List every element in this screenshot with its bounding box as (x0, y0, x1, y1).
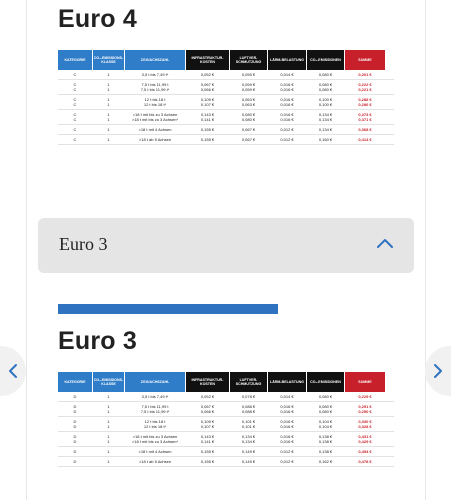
cell-co2-emissionen (307, 449, 344, 454)
cell-summe (345, 419, 385, 429)
cell-zgg-achszahl (125, 112, 185, 122)
cell-luftverschmutzung (230, 434, 267, 444)
cell-value: 12 t bis 18 t* (143, 102, 167, 107)
cell-emissionsklasse (93, 459, 124, 464)
row-divider (58, 109, 394, 110)
euro3-heading: Euro 3 (58, 327, 137, 355)
cell-summe (345, 404, 385, 414)
cell-kategorie (58, 459, 92, 464)
cell-value: 0,059 € (241, 87, 256, 92)
cell-value: >18 t mit bis zu 3 Achsen (132, 434, 178, 439)
cell-value: 1 (107, 117, 110, 122)
header-summe: SUMME (345, 50, 385, 70)
cell-value: 0,014 € (280, 72, 294, 77)
cell-value: C (73, 112, 77, 117)
header-laermbelastung: LÄRM-BELASTUNG (268, 50, 306, 70)
cell-infrastrukturkosten (186, 72, 229, 77)
cell-value: D (73, 439, 77, 444)
cell-laermbelastung (268, 112, 306, 122)
cell-value: 1 (107, 394, 110, 399)
cell-value: 1 (107, 409, 110, 414)
cell-value: 0,016 € (280, 97, 294, 102)
table-row (58, 97, 394, 107)
cell-value: C (73, 127, 77, 132)
cell-value: 0,286 € (358, 102, 372, 107)
cell-value: D (73, 394, 77, 399)
cell-zgg-achszahl (125, 404, 185, 414)
section-divider-bar (58, 304, 278, 314)
cell-emissionsklasse (93, 82, 124, 92)
cell-value: 0,330 € (358, 419, 372, 424)
table-row (58, 459, 394, 464)
cell-infrastrukturkosten (186, 434, 229, 444)
cell-emissionsklasse (93, 112, 124, 122)
cell-value: 0,067 € (241, 137, 256, 142)
cell-luftverschmutzung (230, 449, 267, 454)
cell-value: 0,429 € (358, 439, 372, 444)
cell-laermbelastung (268, 394, 306, 399)
cell-value: 0,288 € (358, 97, 372, 102)
cell-value: 0,067 € (200, 82, 215, 87)
cell-value: 0,016 € (280, 112, 294, 117)
cell-luftverschmutzung (230, 419, 267, 429)
cell-value: 0,431 € (358, 434, 372, 439)
cell-value: 0,371 € (358, 117, 372, 122)
header-emissionsklasse: CO₂-EMISSIONS-KLASSE (93, 372, 124, 392)
cell-value: 1 (107, 404, 110, 409)
cell-emissionsklasse (93, 449, 124, 454)
cell-value: 1 (107, 97, 110, 102)
cell-value: 0,088 € (241, 409, 256, 414)
cell-value: 12 t bis 18 t* (143, 424, 167, 429)
cell-value: 0,052 € (200, 72, 215, 77)
table-row (58, 404, 394, 414)
cell-zgg-achszahl (125, 449, 185, 454)
cell-value: 0,016 € (280, 87, 294, 92)
cell-value: 1 (107, 127, 110, 132)
header-co2-emissionen: CO₂-EMISSIONEN (307, 50, 344, 70)
cell-value: 0,080 € (318, 394, 333, 399)
cell-emissionsklasse (93, 419, 124, 429)
cell-value: 1 (107, 112, 110, 117)
cell-summe (345, 459, 385, 464)
header-emissionsklasse: CO₂-EMISSIONS-KLASSE (93, 50, 124, 70)
cell-value: 0,063 € (241, 97, 256, 102)
cell-zgg-achszahl (125, 459, 185, 464)
chevron-up-icon[interactable] (376, 235, 394, 253)
header-infrastrukturkosten: INFRASTRUKTUR-KOSTEN (186, 50, 229, 70)
cell-co2-emissionen (307, 82, 344, 92)
cell-value: 0,014 € (280, 394, 294, 399)
cell-value: 0,016 € (280, 419, 294, 424)
table-row (58, 127, 394, 132)
cell-value: 0,078 € (241, 394, 256, 399)
cell-value: 0,138 € (318, 434, 333, 439)
table-header (58, 50, 394, 70)
cell-value: 0,155 € (200, 137, 215, 142)
cell-value: 1 (107, 434, 110, 439)
cell-value: 0,478 € (358, 459, 372, 464)
cell-summe (345, 97, 385, 107)
header-zgg-achszahl: ZGG/ACHSZAHL (125, 372, 185, 392)
cell-luftverschmutzung (230, 459, 267, 464)
cell-value: D (73, 449, 77, 454)
row-divider (58, 401, 394, 402)
table-row (58, 72, 394, 77)
cell-value: 7,5 t bis 11,99 t (141, 404, 169, 409)
cell-value: 0,221 € (358, 87, 372, 92)
cell-emissionsklasse (93, 137, 124, 142)
cell-value: 0,016 € (280, 409, 294, 414)
header-co2-emissionen: CO₂-EMISSIONEN (307, 372, 344, 392)
header-infrastrukturkosten: INFRASTRUKTUR-KOSTEN (186, 372, 229, 392)
cell-value: 0,066 € (200, 409, 215, 414)
cell-value: 1 (107, 87, 110, 92)
cell-value: 7,5 t bis 11,99 t (141, 82, 169, 87)
cell-luftverschmutzung (230, 127, 267, 132)
cell-infrastrukturkosten (186, 112, 229, 122)
cell-value: 0,104 € (318, 419, 333, 424)
cell-value: >18 t mit bis zu 3 Achsen* (131, 117, 179, 122)
chevron-left-icon (7, 363, 19, 379)
cell-value: 3,5 t bis 7,49 t* (141, 72, 169, 77)
cell-value: >18 t mit 4 Achsen (138, 449, 172, 454)
euro4-heading: Euro 4 (58, 5, 137, 33)
cell-value: 0,160 € (318, 137, 333, 142)
cell-co2-emissionen (307, 137, 344, 142)
cell-co2-emissionen (307, 459, 344, 464)
cell-value: 0,012 € (280, 137, 294, 142)
cell-kategorie (58, 449, 92, 454)
cell-value: D (73, 404, 77, 409)
row-divider (58, 446, 394, 447)
cell-value: 0,012 € (280, 127, 294, 132)
cell-value: 0,101 € (241, 424, 256, 429)
row-divider (58, 144, 394, 145)
cell-value: 1 (107, 102, 110, 107)
cell-luftverschmutzung (230, 82, 267, 92)
cell-value: 1 (107, 419, 110, 424)
cell-value: 0,012 € (280, 449, 294, 454)
cell-value: C (73, 87, 77, 92)
cell-zgg-achszahl (125, 127, 185, 132)
cell-laermbelastung (268, 72, 306, 77)
cell-kategorie (58, 434, 92, 444)
cell-value: 0,222 € (358, 82, 372, 87)
cell-value: >18 t ab 5 Achsen (138, 137, 172, 142)
header-laermbelastung: LÄRM-BELASTUNG (268, 372, 306, 392)
cell-value: C (73, 82, 77, 87)
cell-kategorie (58, 127, 92, 132)
cell-value: D (73, 424, 77, 429)
header-kategorie: KATEGORIE (58, 50, 92, 70)
cell-value: 0,155 € (200, 449, 215, 454)
cell-value: 0,414 € (358, 137, 372, 142)
cell-value: 0,149 € (241, 449, 256, 454)
header-summe: SUMME (345, 372, 385, 392)
cell-value: 0,101 € (241, 419, 256, 424)
cell-zgg-achszahl (125, 394, 185, 399)
cell-luftverschmutzung (230, 97, 267, 107)
euro4-toll-table (58, 50, 394, 145)
cell-value: 0,016 € (280, 117, 294, 122)
euro3-accordion[interactable] (38, 218, 414, 273)
cell-kategorie (58, 72, 92, 77)
cell-value: C (73, 72, 77, 77)
row-divider (58, 79, 394, 80)
cell-value: 0,143 € (200, 112, 215, 117)
header-luftverschmutzung: LUFTVER-SCHMUTZUNG (230, 50, 267, 70)
cell-co2-emissionen (307, 72, 344, 77)
cell-emissionsklasse (93, 72, 124, 77)
cell-value: 0,100 € (318, 97, 333, 102)
cell-value: >18 t mit 4 Achsen (138, 127, 172, 132)
cell-summe (345, 394, 385, 399)
cell-emissionsklasse (93, 97, 124, 107)
cell-value: 0,088 € (241, 404, 256, 409)
cell-value: 1 (107, 72, 110, 77)
table-header (58, 372, 394, 392)
row-divider (58, 94, 394, 95)
accordion-label: Euro 3 (59, 234, 108, 254)
cell-value: 7,5 t bis 11,99 t* (140, 409, 170, 414)
header-luftverschmutzung: LUFTVER-SCHMUTZUNG (230, 372, 267, 392)
cell-value: D (73, 459, 77, 464)
cell-summe (345, 72, 385, 77)
cell-co2-emissionen (307, 127, 344, 132)
cell-infrastrukturkosten (186, 459, 229, 464)
cell-kategorie (58, 112, 92, 122)
cell-zgg-achszahl (125, 137, 185, 142)
cell-value: 0,080 € (318, 82, 333, 87)
cell-infrastrukturkosten (186, 404, 229, 414)
cell-value: 0,067 € (241, 127, 256, 132)
cell-value: 0,052 € (200, 394, 215, 399)
cell-value: 0,080 € (241, 112, 256, 117)
cell-zgg-achszahl (125, 82, 185, 92)
cell-value: 0,155 € (200, 459, 215, 464)
cell-value: 0,134 € (318, 112, 333, 117)
cell-value: 0,016 € (280, 404, 294, 409)
cell-value: 3,5 t bis 7,49 t* (141, 394, 169, 399)
cell-value: 0,016 € (280, 439, 294, 444)
cell-value: C (73, 117, 77, 122)
table-row (58, 112, 394, 122)
cell-value: >18 t mit bis zu 3 Achsen* (131, 439, 179, 444)
row-divider (58, 466, 394, 467)
cell-infrastrukturkosten (186, 97, 229, 107)
cell-value: 0,149 € (241, 459, 256, 464)
cell-value: 0,138 € (318, 439, 333, 444)
cell-value: 1 (107, 459, 110, 464)
cell-co2-emissionen (307, 97, 344, 107)
carousel-next-button[interactable] (425, 346, 451, 396)
cell-kategorie (58, 137, 92, 142)
cell-summe (345, 127, 385, 132)
cell-value: >18 t ab 5 Achsen (138, 459, 172, 464)
cell-value: 0,016 € (280, 82, 294, 87)
cell-kategorie (58, 404, 92, 414)
cell-value: 0,328 € (358, 424, 372, 429)
row-divider (58, 124, 394, 125)
cell-value: 0,059 € (241, 82, 256, 87)
cell-value: 0,141 € (200, 439, 215, 444)
cell-infrastrukturkosten (186, 82, 229, 92)
cell-value: 0,109 € (200, 419, 215, 424)
cell-summe (345, 82, 385, 92)
cell-laermbelastung (268, 459, 306, 464)
cell-kategorie (58, 82, 92, 92)
cell-infrastrukturkosten (186, 449, 229, 454)
cell-value: C (73, 102, 77, 107)
cell-value: 0,134 € (318, 127, 333, 132)
cell-value: 1 (107, 137, 110, 142)
row-divider (58, 431, 394, 432)
row-divider (58, 134, 394, 135)
cell-kategorie (58, 419, 92, 429)
cell-zgg-achszahl (125, 97, 185, 107)
cell-value: 0,134 € (318, 117, 333, 122)
carousel-prev-button[interactable] (0, 346, 26, 396)
cell-value: 0,143 € (200, 434, 215, 439)
cell-value: 0,107 € (200, 102, 215, 107)
cell-value: D (73, 409, 77, 414)
cell-co2-emissionen (307, 434, 344, 444)
cell-emissionsklasse (93, 404, 124, 414)
cell-co2-emissionen (307, 419, 344, 429)
cell-value: 0,107 € (200, 424, 215, 429)
cell-value: 0,080 € (318, 87, 333, 92)
cell-value: 0,134 € (241, 439, 256, 444)
cell-co2-emissionen (307, 404, 344, 414)
cell-infrastrukturkosten (186, 137, 229, 142)
cell-infrastrukturkosten (186, 419, 229, 429)
cell-zgg-achszahl (125, 434, 185, 444)
cell-laermbelastung (268, 137, 306, 142)
cell-summe (345, 434, 385, 444)
cell-value: 0,055 € (241, 72, 256, 77)
cell-laermbelastung (268, 127, 306, 132)
cell-luftverschmutzung (230, 137, 267, 142)
cell-summe (345, 112, 385, 122)
cell-value: D (73, 434, 77, 439)
cell-co2-emissionen (307, 112, 344, 122)
cell-value: 0,162 € (318, 459, 333, 464)
table-row (58, 419, 394, 429)
chevron-right-icon (432, 363, 444, 379)
cell-value: 0,100 € (318, 102, 333, 107)
row-divider (58, 416, 394, 417)
cell-value: 0,225 € (358, 394, 372, 399)
cell-value: 7,5 t bis 11,99 t* (140, 87, 170, 92)
cell-value: 0,134 € (241, 434, 256, 439)
cell-emissionsklasse (93, 434, 124, 444)
cell-value: 1 (107, 82, 110, 87)
cell-value: 0,080 € (318, 409, 333, 414)
cell-value: 0,251 € (358, 404, 372, 409)
cell-value: 0,016 € (280, 434, 294, 439)
cell-infrastrukturkosten (186, 127, 229, 132)
cell-value: 0,067 € (200, 404, 215, 409)
cell-kategorie (58, 394, 92, 399)
cell-value: 0,012 € (280, 459, 294, 464)
cell-zgg-achszahl (125, 419, 185, 429)
table-row (58, 449, 394, 454)
cell-kategorie (58, 97, 92, 107)
cell-value: 0,201 € (358, 72, 372, 77)
cell-laermbelastung (268, 434, 306, 444)
cell-laermbelastung (268, 97, 306, 107)
row-divider (58, 456, 394, 457)
cell-value: 1 (107, 449, 110, 454)
euro3-toll-table (58, 372, 394, 467)
cell-value: 0,454 € (358, 449, 372, 454)
cell-value: 0,080 € (241, 117, 256, 122)
cell-value: 0,250 € (358, 409, 372, 414)
cell-co2-emissionen (307, 394, 344, 399)
cell-laermbelastung (268, 82, 306, 92)
cell-summe (345, 449, 385, 454)
table-body (58, 72, 394, 145)
cell-value: 0,066 € (200, 87, 215, 92)
cell-value: 0,155 € (200, 127, 215, 132)
cell-luftverschmutzung (230, 394, 267, 399)
cell-luftverschmutzung (230, 72, 267, 77)
cell-value: 12 t bis 18 t (144, 97, 166, 102)
cell-value: 0,080 € (318, 404, 333, 409)
cell-value: 0,016 € (280, 424, 294, 429)
cell-value: 0,016 € (280, 102, 294, 107)
cell-luftverschmutzung (230, 112, 267, 122)
cell-value: 0,063 € (241, 102, 256, 107)
table-body (58, 394, 394, 467)
cell-value: 0,368 € (358, 127, 372, 132)
cell-value: 0,104 € (318, 424, 333, 429)
cell-value: >18 t mit bis zu 3 Achsen (132, 112, 178, 117)
cell-summe (345, 137, 385, 142)
cell-value: 1 (107, 424, 110, 429)
cell-emissionsklasse (93, 127, 124, 132)
cell-value: 0,373 € (358, 112, 372, 117)
cell-value: 0,109 € (200, 97, 215, 102)
cell-zgg-achszahl (125, 72, 185, 77)
cell-value: C (73, 137, 77, 142)
cell-value: 12 t bis 18 t (144, 419, 166, 424)
header-zgg-achszahl: ZGG/ACHSZAHL (125, 50, 185, 70)
cell-value: C (73, 97, 77, 102)
cell-emissionsklasse (93, 394, 124, 399)
cell-value: 0,138 € (318, 449, 333, 454)
table-row (58, 434, 394, 444)
cell-laermbelastung (268, 404, 306, 414)
cell-laermbelastung (268, 449, 306, 454)
table-row (58, 394, 394, 399)
cell-laermbelastung (268, 419, 306, 429)
cell-value: 0,080 € (318, 72, 333, 77)
header-kategorie: KATEGORIE (58, 372, 92, 392)
table-row (58, 82, 394, 92)
cell-value: 0,141 € (200, 117, 215, 122)
cell-infrastrukturkosten (186, 394, 229, 399)
cell-value: D (73, 419, 77, 424)
table-row (58, 137, 394, 142)
cell-luftverschmutzung (230, 404, 267, 414)
cell-value: 1 (107, 439, 110, 444)
